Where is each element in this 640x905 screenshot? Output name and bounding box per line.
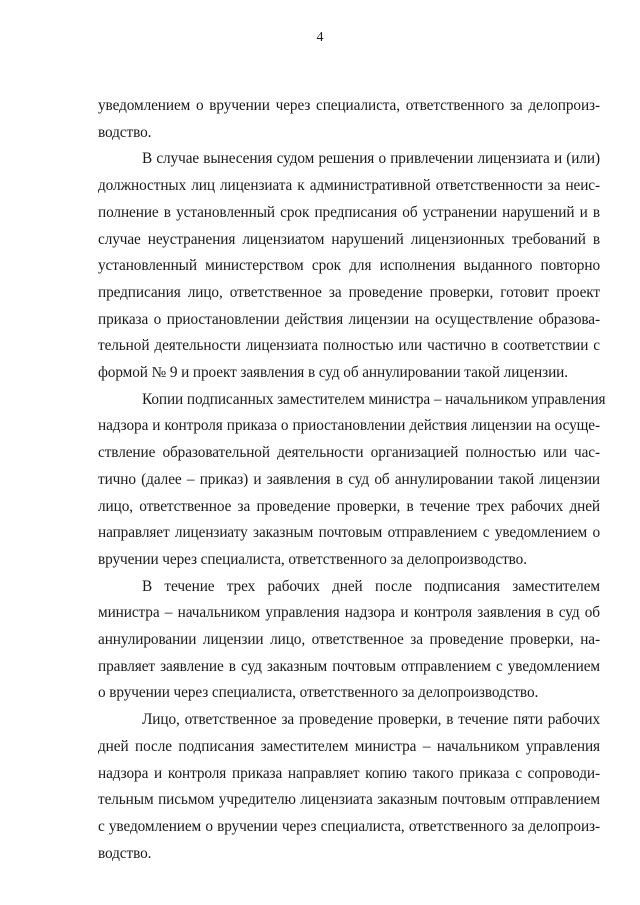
text-line: тельным письмом учредителю лицензиата заказным почтовым отправлением	[98, 791, 600, 809]
text-line: Лицо, ответственное за проведение проверки, в течение пяти рабочих	[142, 711, 600, 729]
text-line: о вручении через специалиста, ответственного за делопроизводство.	[98, 684, 539, 702]
text-line: надзора и контроля приказа направляет копию такого приказа с сопроводи-	[98, 764, 600, 782]
text-line: В случае вынесения судом решения о привлечении лицензиата и (или)	[142, 150, 600, 168]
text-line: В течение трех рабочих дней после подписания заместителем	[142, 577, 600, 595]
paragraph-3	[98, 387, 606, 574]
text-line: надзора и контроля приказа о приостановлении действия лицензии на осуще-	[98, 417, 600, 435]
text-line: тельной деятельности лицензиата полностью или частично в соответствии с	[98, 337, 600, 355]
text-line: приказа о приостановлении действия лицензии на осуществление образова-	[98, 310, 600, 328]
text-line: водство.	[98, 123, 152, 141]
text-line: вручении через специалиста, ответственного за делопроизводство.	[98, 550, 527, 568]
document-body	[98, 93, 606, 867]
text-line: Копии подписанных заместителем министра – начальником управления	[142, 390, 606, 408]
paragraph-2	[98, 146, 600, 386]
text-line: случае неустранения лицензиатом нарушений лицензионных требований в	[98, 230, 600, 248]
text-line: формой № 9 и проект заявления в суд об аннулировании такой лицензии.	[98, 364, 568, 382]
text-line: министра – начальником управления надзора и контроля заявления в суд об	[98, 604, 600, 622]
text-line: с уведомлением о вручении через специалиста, ответственного за делопроиз-	[98, 817, 600, 835]
text-line: установленный министерством срок для исполнения выданного повторно	[98, 257, 600, 275]
text-line: лицо, ответственное за проведение проверки, в течение трех рабочих дней	[98, 497, 600, 515]
paragraph-5	[98, 707, 600, 867]
text-line: тично (далее – приказ) и заявления в суд об аннулировании такой лицензии	[98, 470, 600, 488]
paragraph-1	[98, 93, 600, 146]
text-line: направляет лицензиату заказным почтовым отправлением с уведомлением о	[98, 524, 600, 542]
page-number: 4	[316, 30, 324, 45]
paragraph-4	[98, 574, 600, 708]
text-line: дней после подписания заместителем министра – начальником управления	[98, 737, 600, 755]
text-line: предписания лицо, ответственное за проведение проверки, готовит проект	[98, 283, 600, 301]
text-line: уведомлением о вручении через специалиста, ответственного за делопроиз-	[98, 97, 600, 114]
text-line: должностных лиц лицензиата к административной ответственности за неис-	[98, 177, 600, 195]
text-line: аннулировании лицензии лицо, ответственное за проведение проверки, на-	[98, 631, 600, 649]
text-line: полнение в установленный срок предписания об устранении нарушений и в	[98, 203, 600, 221]
text-line: ствление образовательной деятельности организацией полностью или час-	[98, 444, 600, 462]
text-line: правляет заявление в суд заказным почтовым отправлением с уведомлением	[98, 657, 600, 675]
text-line: водство.	[98, 844, 152, 862]
